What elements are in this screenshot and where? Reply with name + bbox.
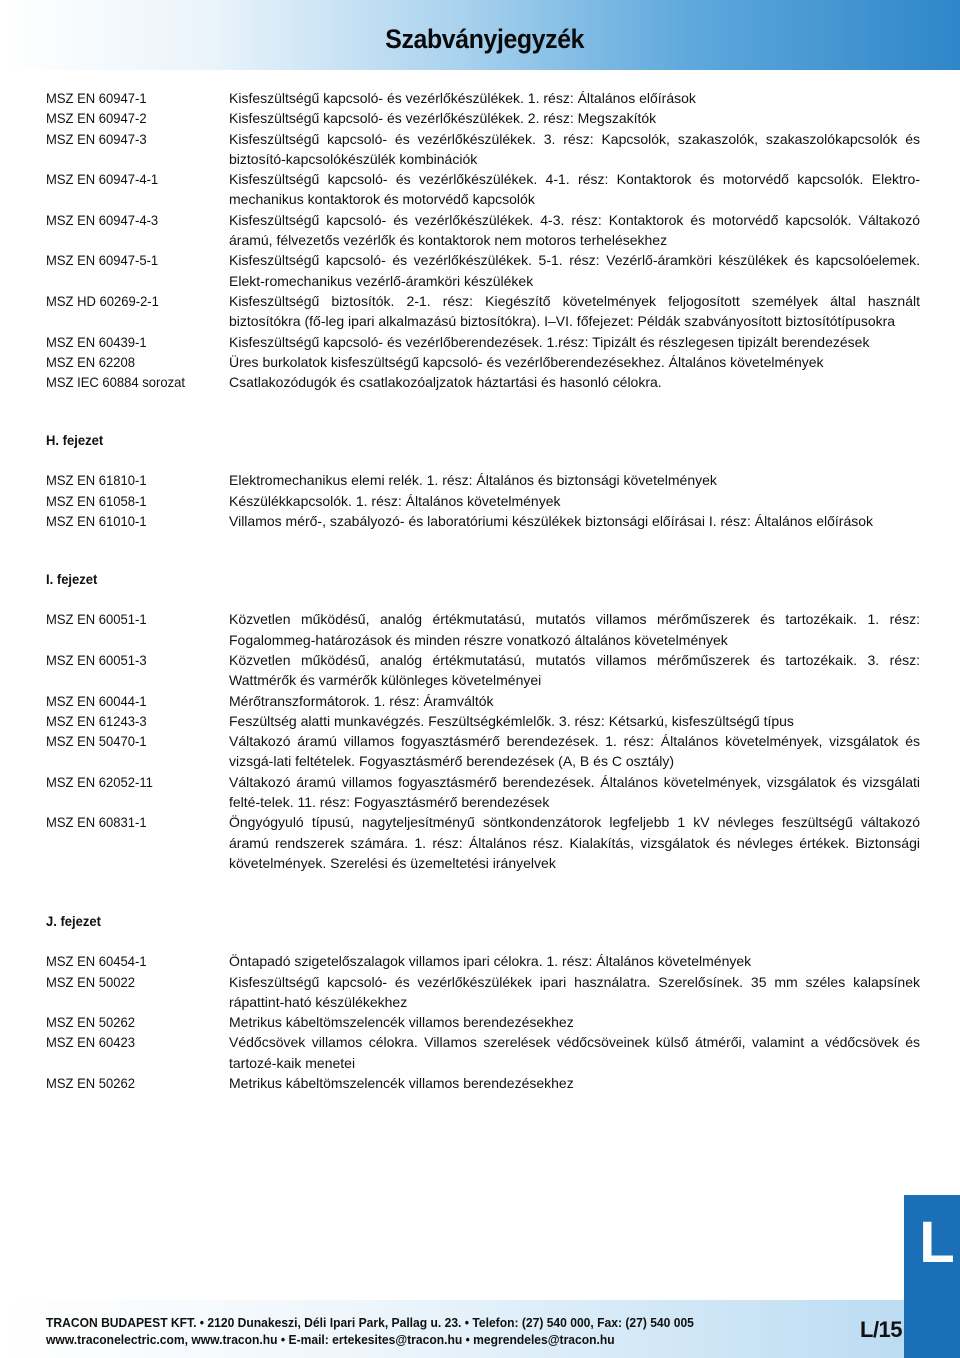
standard-code: MSZ EN 61058-1 [46,492,147,509]
standard-row [46,951,920,971]
standard-row [46,972,920,1013]
standard-code: MSZ EN 62208 [46,353,136,370]
section-intro [46,88,920,392]
standard-description: Feszültség alatti munkavégzés. Feszültségkémlelők. 3. rész: Kétsarkú, kisfeszültségű típus [229,712,794,729]
standard-description: Csatlakozódugók és csatlakozóaljzatok háztartási és hasonló célokra. [229,374,662,391]
standard-row [46,210,920,251]
standard-code: MSZ EN 60947-1 [46,90,147,106]
standard-row [46,1012,920,1032]
standard-description: Kisfeszültségű kapcsoló- és vezérlőberendezések. 1.rész: Tipizált és részlegesen tipizált berendezések [229,333,870,350]
standard-code: MSZ EN 61810-1 [46,472,147,489]
standard-row [46,108,920,128]
standard-row [46,650,920,691]
standard-row [46,372,920,392]
standard-description: Villamos mérő-, szabályozó- és laboratóriumi készülékek biztonsági előírásai I. rész: Általános előírások [229,513,874,530]
standard-row [46,129,920,170]
standard-description: Kisfeszültségű kapcsoló- és vezérlőkészülékek. 5-1. rész: Vezérlő-áramköri készülékek és kapcsolóelemek. Elekt-romechanikus vezérlő-áramköri készülékek [229,252,920,289]
standard-code: MSZ EN 50262 [46,1014,136,1031]
standard-code: MSZ EN 60439-1 [46,333,147,350]
standard-row [46,250,920,291]
standard-row [46,1032,920,1073]
standard-description: Kisfeszültségű biztosítók. 2-1. rész: Kiegészítő követelmények feljogosított személyek által használt biztosítókra (fő-leg ipari alkalmazású biztosítókra). I–VI. főfejezet: Példák szabványosított biztosítótípusokra [229,292,920,330]
side-tab-letter: L [919,1210,955,1275]
standard-description: Metrikus kábeltömszelencék villamos berendezésekhez [229,1074,574,1091]
standard-description: Közvetlen működésű, analóg értékmutatású, mutatós villamos mérőműszerek és tartozékaik. 3. rész: Wattmérők és varmérők különleges követelményei [229,651,920,689]
footer-address: TRACON BUDAPEST KFT. • 2120 Dunakeszi, Déli Ipari Park, Pallag u. 23. • Telefon: (27) 540 000, Fax: (27) 540 005 [46,1315,694,1330]
standard-description: Üres burkolatok kisfeszültségű kapcsoló- és vezérlőberendezésekhez. Általános követelmények [229,353,824,370]
standard-code: MSZ EN 60454-1 [46,953,147,970]
standard-row [46,332,920,352]
chapter-heading: J. fejezet [46,913,102,930]
standard-row [46,291,920,332]
standard-code: MSZ EN 60423 [46,1034,136,1051]
standard-row [46,772,920,813]
standard-description: Kisfeszültségű kapcsoló- és vezérlőkészülékek. 2. rész: Megszakítók [229,110,657,127]
standard-row [46,711,920,731]
standard-code: MSZ EN 62052-11 [46,773,153,790]
standard-code: MSZ EN 60044-1 [46,692,147,709]
page-number: L/15 [860,1317,903,1342]
section-j [46,873,920,1093]
standard-code: MSZ EN 60947-4-1 [46,171,159,188]
standard-row [46,511,920,531]
standard-code: MSZ HD 60269-2-1 [46,292,159,309]
standard-code: MSZ IEC 60884 sorozat [46,374,185,391]
standard-code: MSZ EN 60051-1 [46,611,147,628]
standard-row [46,470,920,490]
standard-description: Készülékkapcsolók. 1. rész: Általános követelmények [229,492,561,509]
standard-description: Elektromechanikus elemi relék. 1. rész: Általános és biztonsági követelmények [229,472,717,489]
standard-description: Kisfeszültségű kapcsoló- és vezérlőkészülékek. 4-1. rész: Kontaktorok és motorvédő kapcsolók. Elektro-mechanikus kontaktorok és motorvédő kapcsolók [229,171,920,208]
chapter-heading: I. fejezet [46,571,98,588]
section-i [46,531,920,873]
standard-row [46,169,920,210]
standard-row [46,1073,920,1093]
standard-description: Kisfeszültségű kapcsoló- és vezérlőkészülékek. 1. rész: Általános előírások [229,90,696,106]
standard-description: Kisfeszültségű kapcsoló- és vezérlőkészülékek ipari használatra. Szerelősínek. 35 mm széles kalapsínek rápattint-ható készülékekhez [229,973,920,1010]
standard-description: Metrikus kábeltömszelencék villamos berendezésekhez [229,1014,574,1031]
standard-code: MSZ EN 60947-5-1 [46,252,159,269]
standard-code: MSZ EN 50470-1 [46,733,147,750]
standard-description: Kisfeszültségű kapcsoló- és vezérlőkészülékek. 4-3. rész: Kontaktorok és motorvédő kapcsolók. Váltakozó áramú, félvezetős vezérlők és kontaktorok nem motoros terhelésekhez [229,211,920,249]
standard-row [46,491,920,511]
standard-code: MSZ EN 61243-3 [46,712,147,729]
standard-code: MSZ EN 50022 [46,973,136,990]
standard-row [46,812,920,873]
standard-description: Védőcsövek villamos célokra. Villamos szerelések védőcsöveinek külső átmérői, valamint a védőcsövek és tartozé-kaik menetei [229,1034,920,1071]
standard-code: MSZ EN 61010-1 [46,513,147,530]
footer-contacts: www.traconelectric.com, www.tracon.hu • E-mail: ertekesites@tracon.hu • megrendeles@tracon.hu [46,1332,615,1347]
standard-code: MSZ EN 60947-2 [46,110,147,127]
standard-row [46,609,920,650]
page-title: Szabványjegyzék [385,24,584,54]
standard-description: Váltakozó áramú villamos fogyasztásmérő berendezések. Általános követelmények, vizsgálatok és vizsgálati felté-telek. 11. rész: Fogyasztásmérő berendezések [229,773,920,811]
standard-description: Közvetlen működésű, analóg értékmutatású, mutatós villamos mérőműszerek és tartozékaik. 1. rész: Fogalommeg-határozások és minden részre vonatkozó általános követelmények [229,611,920,648]
standard-row [46,691,920,711]
standard-code: MSZ EN 60947-4-3 [46,211,159,228]
section-h [46,392,920,531]
standard-description: Kisfeszültségű kapcsoló- és vezérlőkészülékek. 3. rész: Kapcsolók, szakaszolók, szakaszolókapcsolók és biztosító-kapcsolókészülék kombinációk [229,130,920,167]
standard-description: Öntapadó szigetelőszalagok villamos ipari célokra. 1. rész: Általános követelmények [229,953,752,970]
standard-description: Váltakozó áramú villamos fogyasztásmérő berendezések. 1. rész: Általános követelmények, vizsgálatok és vizsgá-lati feltételek. Fogyasztásmérő berendezések (A, B és C osztály) [229,733,920,770]
standards-list [46,88,920,1093]
standard-row [46,731,920,772]
standard-code: MSZ EN 50262 [46,1074,136,1091]
standard-description: Mérőtranszformátorok. 1. rész: Áramváltók [229,692,494,709]
standard-row [46,352,920,372]
standard-code: MSZ EN 60947-3 [46,130,147,147]
standard-description: Öngyógyuló típusú, nagyteljesítményű söntkondenzátorok legfeljebb 1 kV névleges feszültségű váltakozó áramú rendszerek számára. 1. rész: Általános rész. Kialakítás, vizsgálatok és névleges értékek. Biztonsági követelmények. Szerelési és üzemeltetési irányelvek [229,814,920,871]
chapter-heading: H. fejezet [46,432,104,449]
standard-code: MSZ EN 60051-3 [46,651,147,668]
standard-row [46,88,920,108]
standard-code: MSZ EN 60831-1 [46,814,147,831]
